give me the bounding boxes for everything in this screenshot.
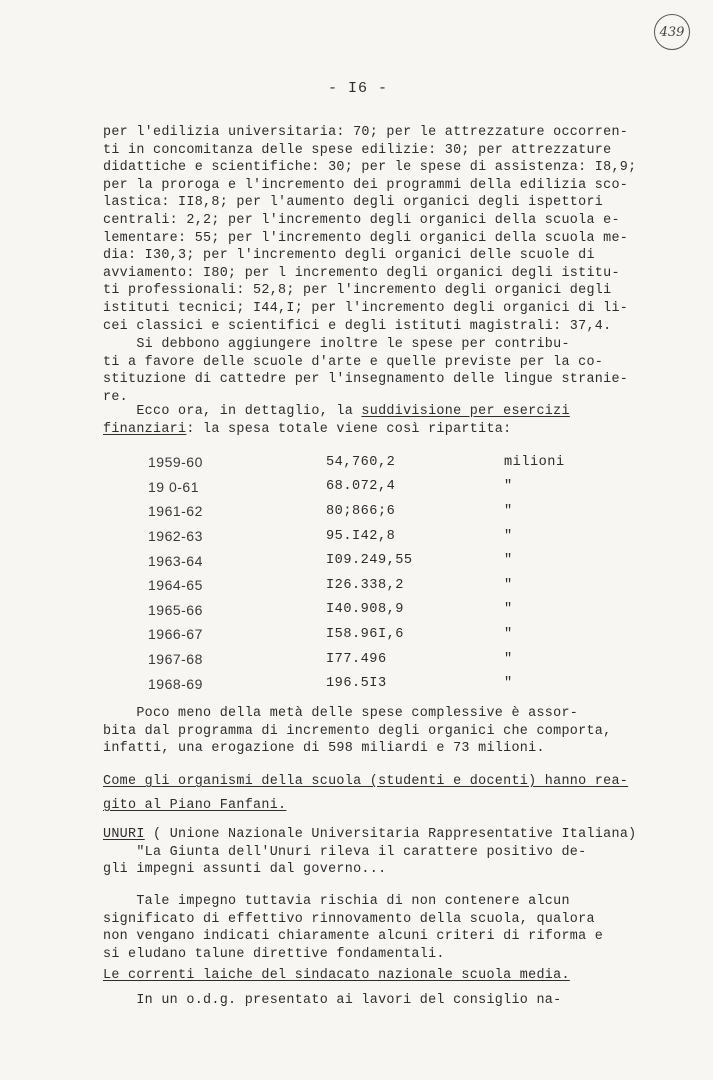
text-line: re. (103, 389, 129, 405)
amount-cell: 196.5I3 (326, 676, 387, 692)
unit-cell: " (504, 479, 513, 495)
paragraph-risk (103, 893, 648, 963)
text-line: avviamento: I80; per l incremento degli organici degli istitu- (103, 265, 620, 281)
unit-cell: " (504, 553, 513, 569)
year-cell: 1964-65 (148, 577, 203, 594)
section-heading-reactions (103, 770, 648, 818)
paragraph-absorbed-spending (103, 705, 648, 758)
text-line: non vengano indicati chiaramente alcuni criteri di riforma e (103, 929, 604, 945)
heading-line: Come gli organismi della scuola (studenti e docenti) hanno rea- (103, 774, 629, 789)
year-cell: 1963-64 (148, 552, 203, 569)
unuri-block (103, 826, 648, 879)
underlined-phrase: finanziari (103, 421, 187, 437)
text-line: lementare: 55; per l'incremento degli organici della scuola me- (103, 230, 629, 246)
year-cell: 1962-63 (148, 528, 203, 545)
amount-cell: 95.I42,8 (326, 528, 396, 544)
amount-cell: I26.338,2 (326, 577, 404, 593)
unit-cell: " (504, 577, 513, 593)
year-cell: 1968-69 (148, 675, 203, 692)
heading-line: gito al Piano Fanfani. (103, 798, 287, 813)
year-cell: 1966-67 (148, 626, 203, 643)
spending-table (148, 450, 624, 696)
unit-cell: " (504, 528, 513, 544)
text-line: Poco meno della metà delle spese complessive è assor- (103, 706, 579, 721)
amount-cell: 80;866;6 (326, 503, 396, 519)
table-row (148, 671, 624, 696)
table-row (148, 622, 624, 647)
page-stamp: 439 (654, 14, 690, 50)
text-line: Si debbono aggiungere inoltre le spese per contribu- (103, 337, 570, 352)
unit-cell: " (504, 626, 513, 642)
text-line: Tale impegno tuttavia rischia di non contenere alcun (103, 894, 570, 909)
unit-cell: " (504, 503, 513, 519)
text-line: istituti tecnici; I44,I; per l'incremento degli organici di li- (103, 300, 629, 316)
section-heading-laiche (103, 967, 648, 985)
text-line: cei classici e scientifici e degli istituti magistrali: 37,4. (103, 318, 612, 334)
year-cell: 1965-66 (148, 601, 203, 618)
text-line: significato di effettivo rinnovamento della scuola, qualora (103, 911, 595, 927)
year-cell: 19 0-61 (148, 478, 199, 495)
text-line: ti in concomitanza delle spese edilizie: 30; per attrezzature (103, 142, 612, 158)
text-line: dia: I30,3; per l'incremento degli organici delle scuole di (103, 248, 595, 264)
text-line: si eludano talune direttive fondamentali. (103, 946, 445, 962)
paragraph-breakdown-intro (103, 403, 648, 438)
text-line: per la proroga e l'incremento dei programmi della edilizia sco- (103, 177, 629, 193)
text-line: didattiche e scientifiche: 30; per le spese di assistenza: I8,9; (103, 160, 637, 176)
amount-cell: 54,760,2 (326, 454, 396, 470)
table-row (148, 548, 624, 573)
paragraph-odg (103, 992, 648, 1010)
amount-cell: I09.249,55 (326, 553, 413, 569)
unit-cell: " (504, 651, 513, 667)
page-number: - I6 - (328, 80, 389, 97)
unuri-acronym: UNURI (103, 827, 145, 842)
unit-cell: " (504, 676, 513, 692)
unit-cell: milioni (504, 454, 565, 470)
text-line: In un o.d.g. presentato ai lavori del consiglio na- (103, 993, 562, 1008)
unit-cell: " (504, 602, 513, 618)
quote-line: "La Giunta dell'Unuri rileva il carattere positivo de- (103, 844, 587, 860)
unuri-full-name: ( Unione Nazionale Universitaria Rappresentative Italiana) (144, 827, 637, 842)
table-row (148, 598, 624, 623)
text-line: per l'edilizia universitaria: 70; per le attrezzature occorren- (103, 125, 629, 140)
year-cell: 1967-68 (148, 651, 203, 668)
text-line: centrali: 2,2; per l'incremento degli organici della scuola e- (103, 212, 620, 228)
quote-line: gli impegni assunti dal governo... (103, 862, 387, 878)
table-row (148, 475, 624, 500)
amount-cell: I58.96I,6 (326, 626, 404, 642)
paragraph-contributions (103, 336, 648, 406)
text-line: infatti, una erogazione di 598 miliardi e 73 milioni. (103, 741, 545, 757)
amount-cell: I40.908,9 (326, 602, 404, 618)
text-fragment: Ecco ora, in dettaglio, la (103, 404, 362, 419)
underlined-phrase: suddivisione per esercizi (361, 404, 570, 419)
table-row (148, 573, 624, 598)
text-line: lastica: II8,8; per l'aumento degli organici degli ispettori (103, 195, 604, 211)
text-line: ti professionali: 52,8; per l'incremento degli organici degli (103, 283, 612, 299)
amount-cell: 68.072,4 (326, 479, 396, 495)
text-line: ti a favore delle scuole d'arte e quelle previste per la co- (103, 354, 604, 370)
table-row (148, 499, 624, 524)
table-row (148, 450, 624, 475)
table-row (148, 524, 624, 549)
text-line: bita dal programma di incremento degli organici che comporta, (103, 723, 612, 739)
amount-cell: I77.496 (326, 651, 387, 667)
heading-line: Le correnti laiche del sindacato nazionale scuola media. (103, 968, 570, 983)
year-cell: 1961-62 (148, 503, 203, 520)
table-row (148, 647, 624, 672)
year-cell: 1959-60 (148, 454, 203, 471)
text-line: stituzione di cattedre per l'insegnamento delle lingue stranie- (103, 372, 629, 388)
text-fragment: : la spesa totale viene così ripartita: (186, 421, 512, 437)
paragraph-budget-items (103, 124, 648, 335)
